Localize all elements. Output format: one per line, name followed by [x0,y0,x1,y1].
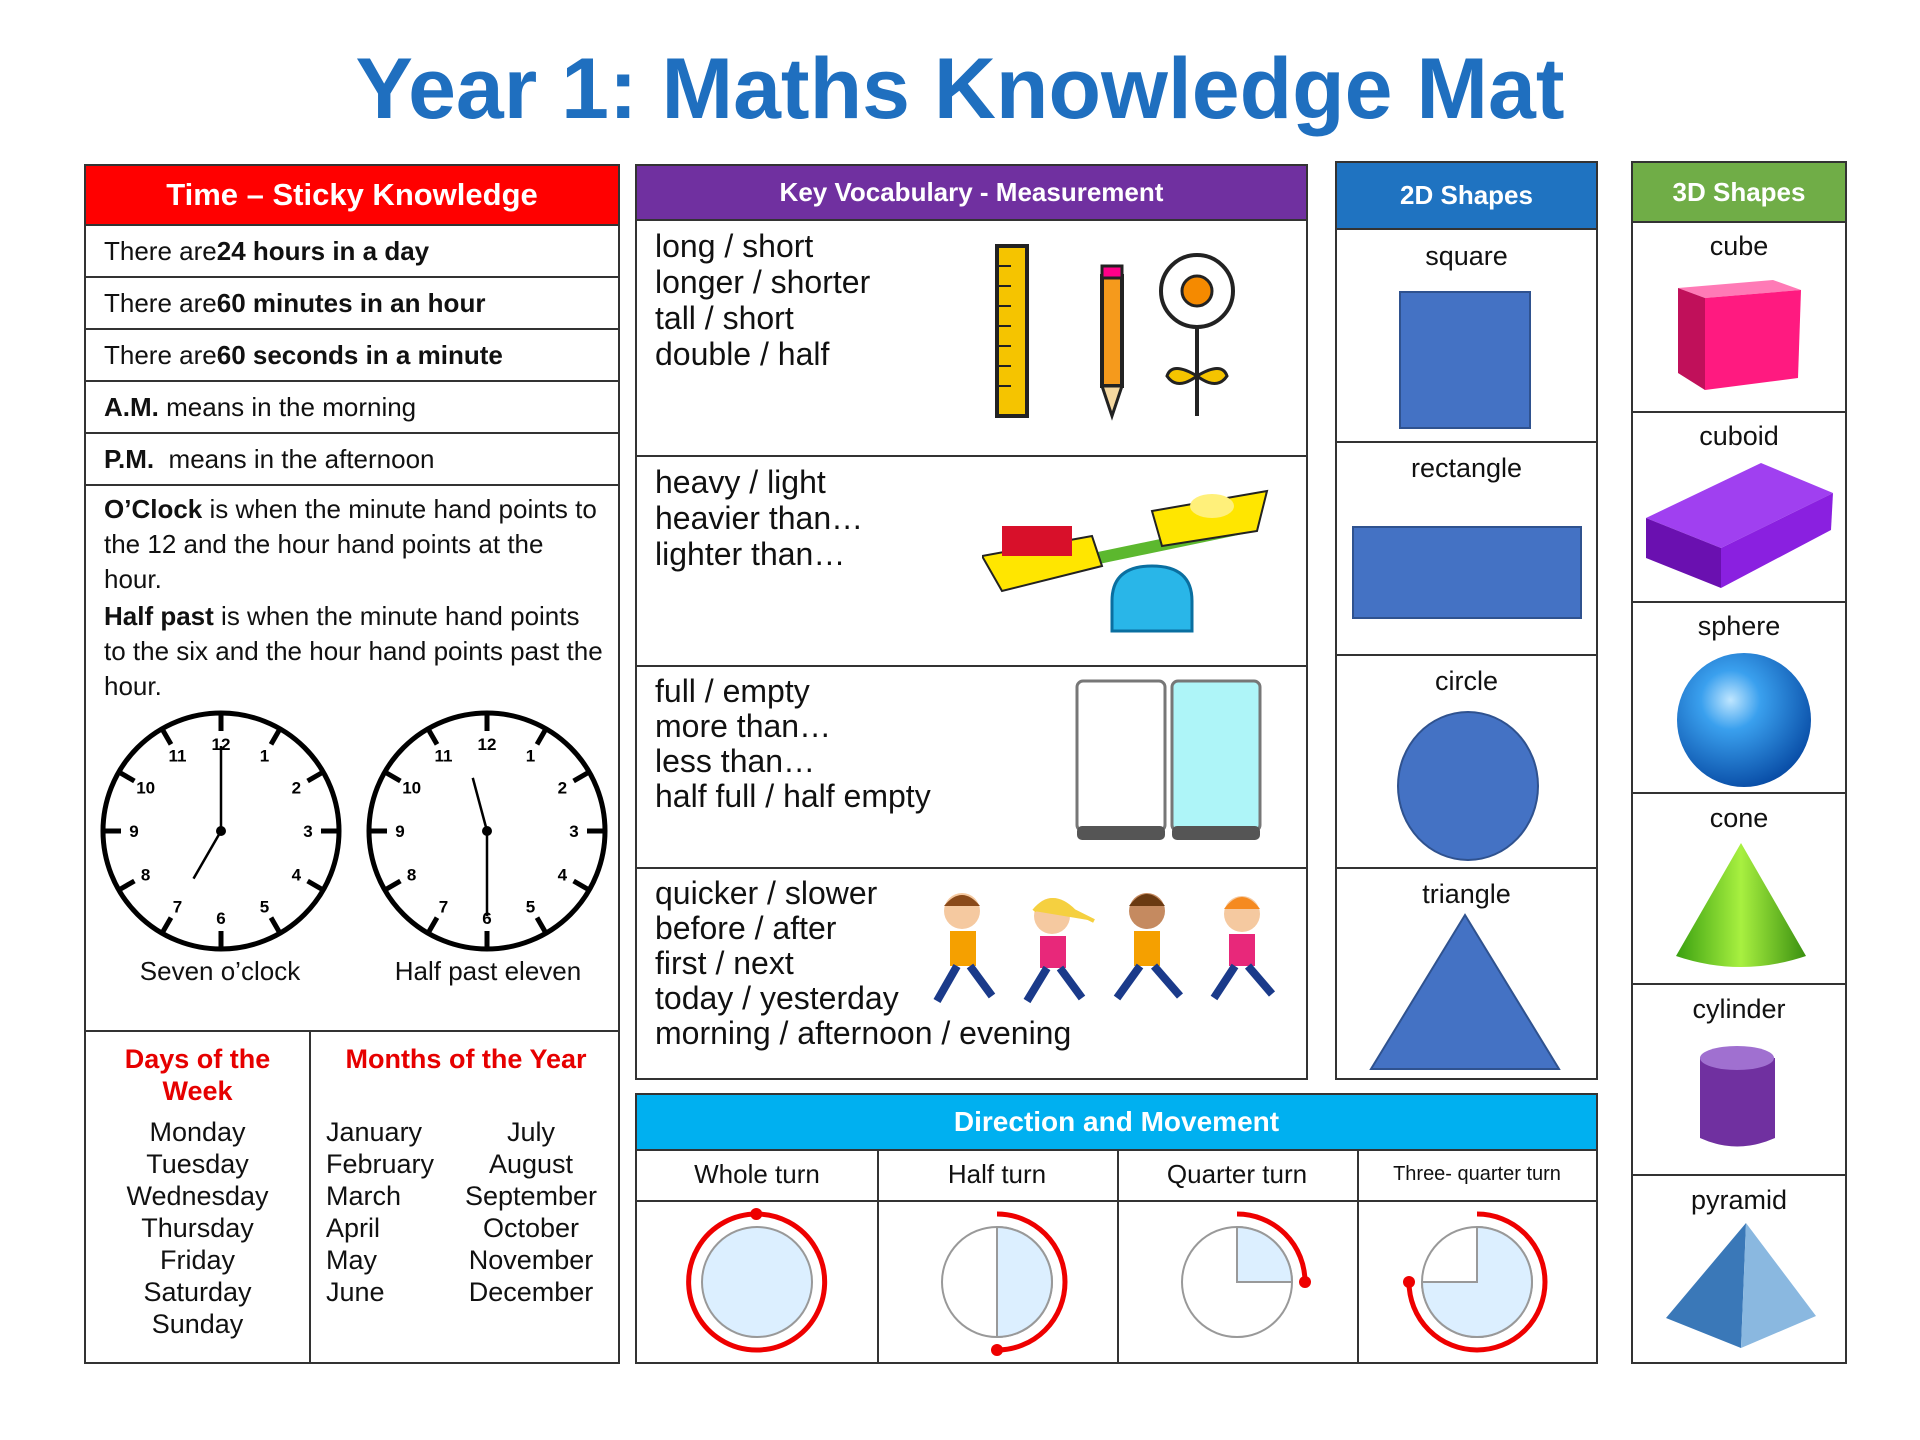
list-item: October [482,1213,580,1243]
list-item: before / after [655,910,837,946]
list-item: morning / afternoon / evening [655,1015,1072,1051]
vocab-length [655,228,870,372]
shapes-3d-panel [1631,161,1847,1364]
list-item: long / short [655,228,814,264]
svg-text:2: 2 [557,778,568,798]
list-item: Tuesday [146,1149,249,1179]
days-header: Days of the Week [124,1044,271,1106]
running-children-illustration [922,886,1302,1016]
svg-text:5: 5 [525,897,536,917]
months-header: Months of the Year [345,1044,587,1074]
list-item: double / half [655,336,830,372]
svg-text:1: 1 [525,746,536,766]
vocab-capacity [655,674,931,814]
svg-text:3: 3 [303,822,313,841]
ruler-pencil-flower-illustration [977,236,1277,436]
svg-text:6: 6 [482,909,492,928]
clock-caption: Half past eleven [394,956,582,986]
time-panel [84,164,620,1364]
clock-seven-oclock [96,706,346,956]
shape-label-rectangle: rectangle [1410,453,1523,483]
list-item: May [326,1245,378,1275]
list-item: Wednesday [126,1181,269,1211]
svg-text:5: 5 [259,897,270,917]
square-shape [1399,291,1531,429]
page-title: Year 1: Maths Knowledge Mat [355,41,1565,137]
vocab-header: Key Vocabulary - Measurement [637,166,1306,219]
direction-header: Direction and Movement [637,1095,1596,1149]
list-item: today / yesterday [655,980,899,1016]
shape-label-pyramid: pyramid [1690,1185,1788,1215]
svg-text:8: 8 [406,865,417,885]
list-item: Monday [149,1117,246,1147]
svg-text:4: 4 [291,865,302,885]
cylinder-shape [1695,1043,1785,1158]
time-fact-row: There are 60 seconds in a minute [86,328,618,380]
list-item: longer / shorter [655,264,871,300]
svg-text:8: 8 [140,865,151,885]
time-fact-row: A.M. means in the morning [86,380,618,432]
list-item: April [326,1213,381,1243]
list-item: December [468,1277,594,1307]
shapes-2d-header: 2D Shapes [1337,163,1596,228]
list-item: full / empty [655,673,810,709]
list-item: half full / half empty [655,778,931,814]
list-item: heavier than… [655,500,864,536]
triangle-shape [1365,911,1565,1073]
cone-shape [1671,838,1811,973]
vocab-weight [655,464,863,572]
svg-text:3: 3 [569,822,579,841]
list-item: March [326,1181,402,1211]
list-item: September [464,1181,598,1211]
turn-diagram-half [877,1202,1117,1362]
svg-text:10: 10 [402,778,422,798]
list-item: lighter than… [655,536,846,572]
clock-caption: Seven o’clock [139,956,301,986]
list-item: more than… [655,708,832,744]
list-item: June [326,1277,385,1307]
months-list-2 [456,1116,606,1308]
turn-diagram-three-quarter [1357,1202,1597,1362]
list-item: November [468,1245,594,1275]
svg-text:7: 7 [172,897,183,917]
list-item: tall / short [655,300,794,336]
months-list-1 [326,1116,434,1308]
shape-label-square: square [1425,241,1508,271]
turn-label: Quarter turn [1166,1159,1308,1189]
svg-text:12: 12 [211,735,231,754]
list-item: January [326,1117,423,1147]
rectangle-shape [1352,526,1582,619]
shape-label-cube: cube [1709,231,1769,261]
balance-scale-illustration [982,466,1282,656]
list-item: Sunday [151,1309,244,1339]
shape-label-cylinder: cylinder [1692,994,1786,1024]
list-item: July [506,1117,555,1147]
turn-diagram-quarter [1117,1202,1357,1362]
svg-text:4: 4 [557,865,568,885]
svg-text:10: 10 [136,778,156,798]
clock-half-past-eleven [362,706,612,956]
list-item: quicker / slower [655,875,878,911]
list-item: Saturday [143,1277,252,1307]
svg-text:1: 1 [259,746,270,766]
shape-label-triangle: triangle [1422,879,1511,909]
list-item: Thursday [141,1213,254,1243]
list-item: February [326,1149,435,1179]
vocab-panel [635,164,1308,1080]
shapes-2d-panel [1335,161,1598,1080]
list-item: less than… [655,743,816,779]
list-item: August [488,1149,574,1179]
svg-text:11: 11 [434,746,453,766]
turn-label: Half turn [947,1159,1047,1189]
shape-label-cone: cone [1709,803,1769,833]
list-item: heavy / light [655,464,826,500]
shape-label-cuboid: cuboid [1699,421,1779,451]
days-list [86,1116,309,1340]
svg-text:7: 7 [438,897,449,917]
time-fact-row: There are 60 minutes in an hour [86,276,618,328]
time-fact-row: There are 24 hours in a day [86,224,618,276]
svg-text:9: 9 [129,822,139,841]
time-fact-row: P.M. means in the afternoon [86,432,618,484]
svg-text:11: 11 [168,746,187,766]
sphere-shape [1677,653,1811,787]
svg-text:2: 2 [291,778,302,798]
list-item: Friday [159,1245,235,1275]
shape-label-circle: circle [1434,666,1498,696]
turn-label: Whole turn [694,1159,820,1189]
svg-text:9: 9 [395,822,405,841]
shapes-3d-header: 3D Shapes [1633,163,1845,221]
pyramid-shape [1661,1218,1821,1353]
svg-text:12: 12 [477,735,497,754]
time-header: Time – Sticky Knowledge [86,166,618,224]
svg-text:6: 6 [216,909,226,928]
halfpast-explanation: Half past is when the minute hand points to the six and the hour hand points past the hour. [104,601,603,701]
shape-label-sphere: sphere [1697,611,1781,641]
glasses-illustration [1072,671,1272,851]
oclock-explanation: O’Clock is when the minute hand points to the 12 and the hour hand points at the hour. [104,494,597,594]
cube-shape [1673,268,1813,398]
turn-label: Three- quarter turn [1393,1163,1561,1185]
turn-diagram-whole [637,1202,877,1362]
direction-panel [635,1093,1598,1364]
cuboid-shape [1641,458,1841,593]
circle-shape [1397,711,1539,861]
list-item: first / next [655,945,794,981]
